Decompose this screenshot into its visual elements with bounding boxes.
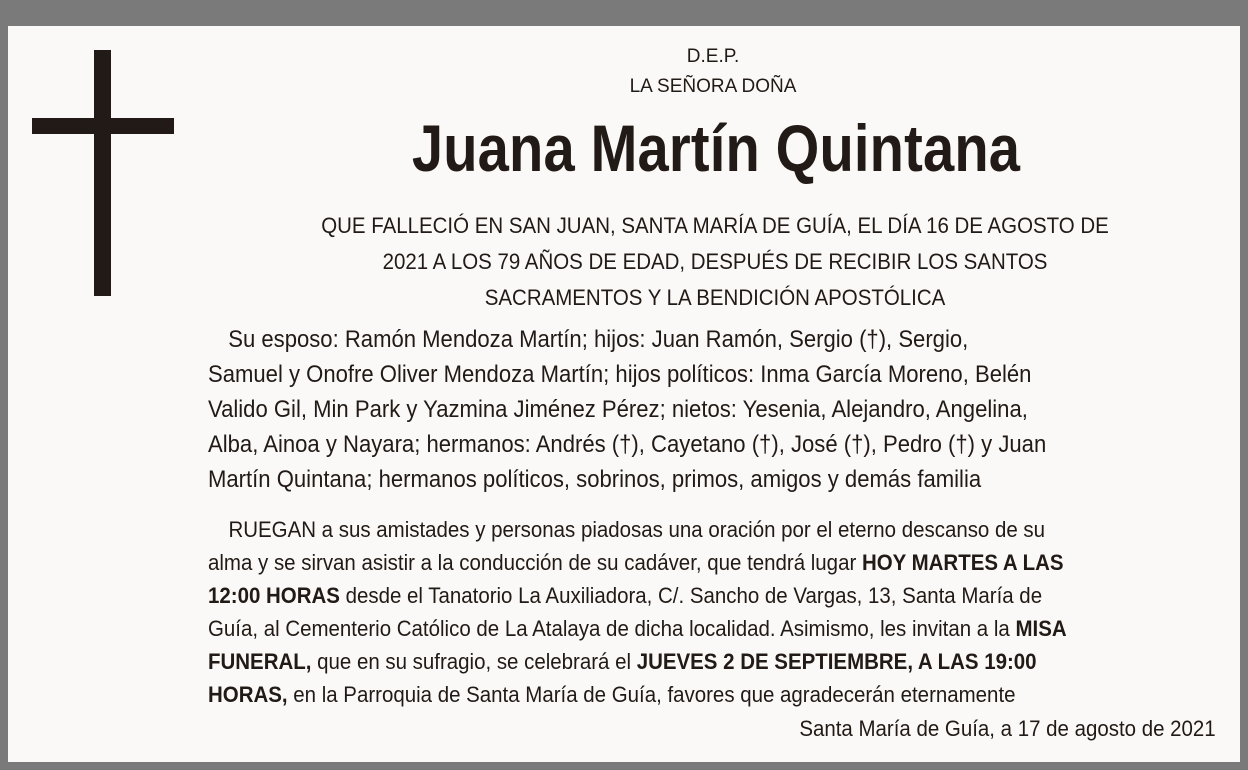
cross-vertical-bar	[94, 50, 111, 296]
announcement-line: SACRAMENTOS Y LA BENDICIÓN APOSTÓLICA	[484, 285, 946, 310]
funeral-line	[208, 612, 1147, 645]
obituary-notice	[8, 26, 1240, 762]
funeral-text: RUEGAN a sus amistades y personas piadosas una oración por el eterno descanso de su	[228, 517, 1046, 542]
mass-date-highlight: JUEVES 2 DE SEPTIEMBRE, A LAS 19:00	[636, 649, 1037, 674]
funeral-line	[208, 645, 1147, 678]
mass-highlight: FUNERAL,	[208, 649, 312, 674]
funeral-time-highlight: HOY MARTES A LAS	[861, 550, 1064, 575]
cross-horizontal-bar	[32, 118, 174, 134]
family-line: Samuel y Onofre Oliver Mendoza Martín; hijos políticos: Inma García Moreno, Belén	[208, 361, 1032, 388]
dep-heading: D.E.P.	[686, 46, 740, 67]
family-line: Alba, Ainoa y Nayara; hermanos: Andrés (†), Cayetano (†), José (†), Pedro (†) y Juan	[208, 431, 1047, 458]
funeral-text: alma y se sirvan asistir a la conducción de su cadáver, que tendrá lugar	[208, 550, 862, 575]
family-line: Valido Gil, Min Park y Yazmina Jiménez Pérez; nietos: Yesenia, Alejandro, Angelina,	[208, 396, 1028, 423]
family-line: Su esposo: Ramón Mendoza Martín; hijos: Juan Ramón, Sergio (†), Sergio,	[228, 326, 969, 353]
funeral-line	[208, 513, 1147, 546]
announcement-line: QUE FALLECIÓ EN SAN JUAN, SANTA MARÍA DE GUÍA, EL DÍA 16 DE AGOSTO DE	[321, 213, 1109, 238]
funeral-time-highlight: 12:00 HORAS	[208, 583, 340, 608]
place-date-footer: Santa María de Guía, a 17 de agosto de 2021	[799, 716, 1216, 741]
funeral-line	[208, 678, 1147, 711]
funeral-line	[208, 546, 1147, 579]
funeral-line	[208, 579, 1147, 612]
deceased-name: Juana Martín Quintana	[411, 111, 1021, 185]
family-list	[208, 322, 1218, 497]
announcement-line: 2021 A LOS 79 AÑOS DE EDAD, DESPUÉS DE RECIBIR LOS SANTOS	[382, 249, 1048, 274]
family-line: Martín Quintana; hermanos políticos, sobrinos, primos, amigos y demás familia	[208, 466, 982, 493]
funeral-text: que en su sufragio, se celebrará el	[311, 649, 637, 674]
mass-date-highlight: HORAS,	[208, 682, 288, 707]
senora-heading: LA SEÑORA DOÑA	[629, 76, 797, 97]
funeral-text: desde el Tanatorio La Auxiliadora, C/. Sancho de Vargas, 13, Santa María de	[339, 583, 1043, 608]
funeral-text: en la Parroquia de Santa María de Guía, favores que agradecerán eternamente	[287, 682, 1016, 707]
death-announcement	[215, 208, 1215, 316]
cross-icon	[8, 26, 9, 27]
mass-highlight: MISA	[1015, 616, 1067, 641]
funeral-details	[208, 513, 1218, 711]
funeral-text: Guía, al Cementerio Católico de La Atalaya de dicha localidad. Asimismo, les invitan a la	[208, 616, 1016, 641]
